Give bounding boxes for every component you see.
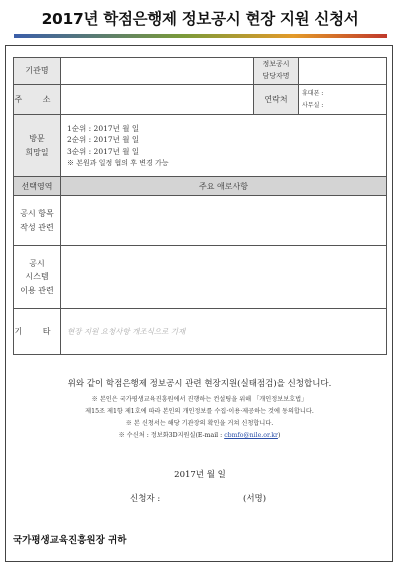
mobile-label: 휴대폰 : xyxy=(302,90,324,98)
table-row xyxy=(14,177,387,196)
visit-date-label: 방문 희망일 xyxy=(14,115,61,177)
table-row xyxy=(14,85,387,115)
visit-option-1: 1순위 : 2017년 월 일 xyxy=(67,123,140,133)
table-row xyxy=(14,246,387,309)
office-label: 사무실 : xyxy=(302,101,324,109)
application-form-table xyxy=(13,57,387,355)
visit-date-field[interactable] xyxy=(61,115,387,177)
contact-field[interactable] xyxy=(299,85,387,115)
area-system-label: 공시 시스템 이용 관련 xyxy=(14,246,61,309)
application-statement: 위와 같이 학점은행제 정보공시 관련 현장지원(실태점검)을 신청합니다. xyxy=(67,379,332,389)
area-disclosure-items-label: 공시 항목 작성 관련 xyxy=(14,196,61,246)
form-title: 2017년 학점은행제 정보공시 현장 지원 신청서 xyxy=(41,10,359,28)
title-underline xyxy=(14,34,387,38)
visit-option-3: 3순위 : 2017년 월 일 xyxy=(67,146,140,156)
approval-note: ※ 본 신청서는 해당 기관장의 확인을 거쳐 신청합니다. xyxy=(125,420,274,427)
institution-label: 기관명 xyxy=(14,58,61,85)
other-label: 기 타 xyxy=(14,309,61,355)
table-row xyxy=(14,309,387,355)
applicant-label: 신청자 : xyxy=(130,494,161,504)
addressee: 국가평생교육진흥원장 귀하 xyxy=(13,535,127,546)
table-row xyxy=(14,196,387,246)
contact-label: 연락처 xyxy=(254,85,299,115)
email-link[interactable]: cbmfo@nile.or.kr xyxy=(224,432,278,439)
visit-note: ※ 본원과 일정 협의 후 변경 가능 xyxy=(67,158,169,167)
application-date: 2017년 월 일 xyxy=(174,470,226,480)
privacy-consent-line-2: 제15조 제1항 제1호에 따라 본인의 개인정보를 수집·이용·제공하는 것에 동의합니다. xyxy=(85,408,314,415)
institution-field[interactable] xyxy=(61,58,254,85)
other-field[interactable]: 현장 지원 요청사항 개조식으로 기재 xyxy=(61,309,387,355)
recipient-note: ※ 수신처 : 정보화3D지원실(E-mail : cbmfo@nile.or.kr) xyxy=(118,432,281,439)
privacy-consent-line-1: ※ 본인은 국가평생교육진흥원에서 진행하는 컨설팅을 위해 「개인정보보호법」 xyxy=(91,396,308,403)
manager-label: 정보공시 담당자명 xyxy=(254,58,299,85)
table-row xyxy=(14,115,387,177)
address-field[interactable] xyxy=(61,85,254,115)
area-header: 선택영역 xyxy=(14,177,61,196)
manager-field[interactable] xyxy=(299,58,387,85)
table-row xyxy=(14,58,387,85)
issue-header: 주요 애로사항 xyxy=(61,177,387,196)
visit-option-2: 2순위 : 2017년 월 일 xyxy=(67,135,140,145)
disclosure-items-field[interactable] xyxy=(61,196,387,246)
address-label: 주 소 xyxy=(14,85,61,115)
system-usage-field[interactable] xyxy=(61,246,387,309)
signature-label: (서명) xyxy=(243,494,267,504)
